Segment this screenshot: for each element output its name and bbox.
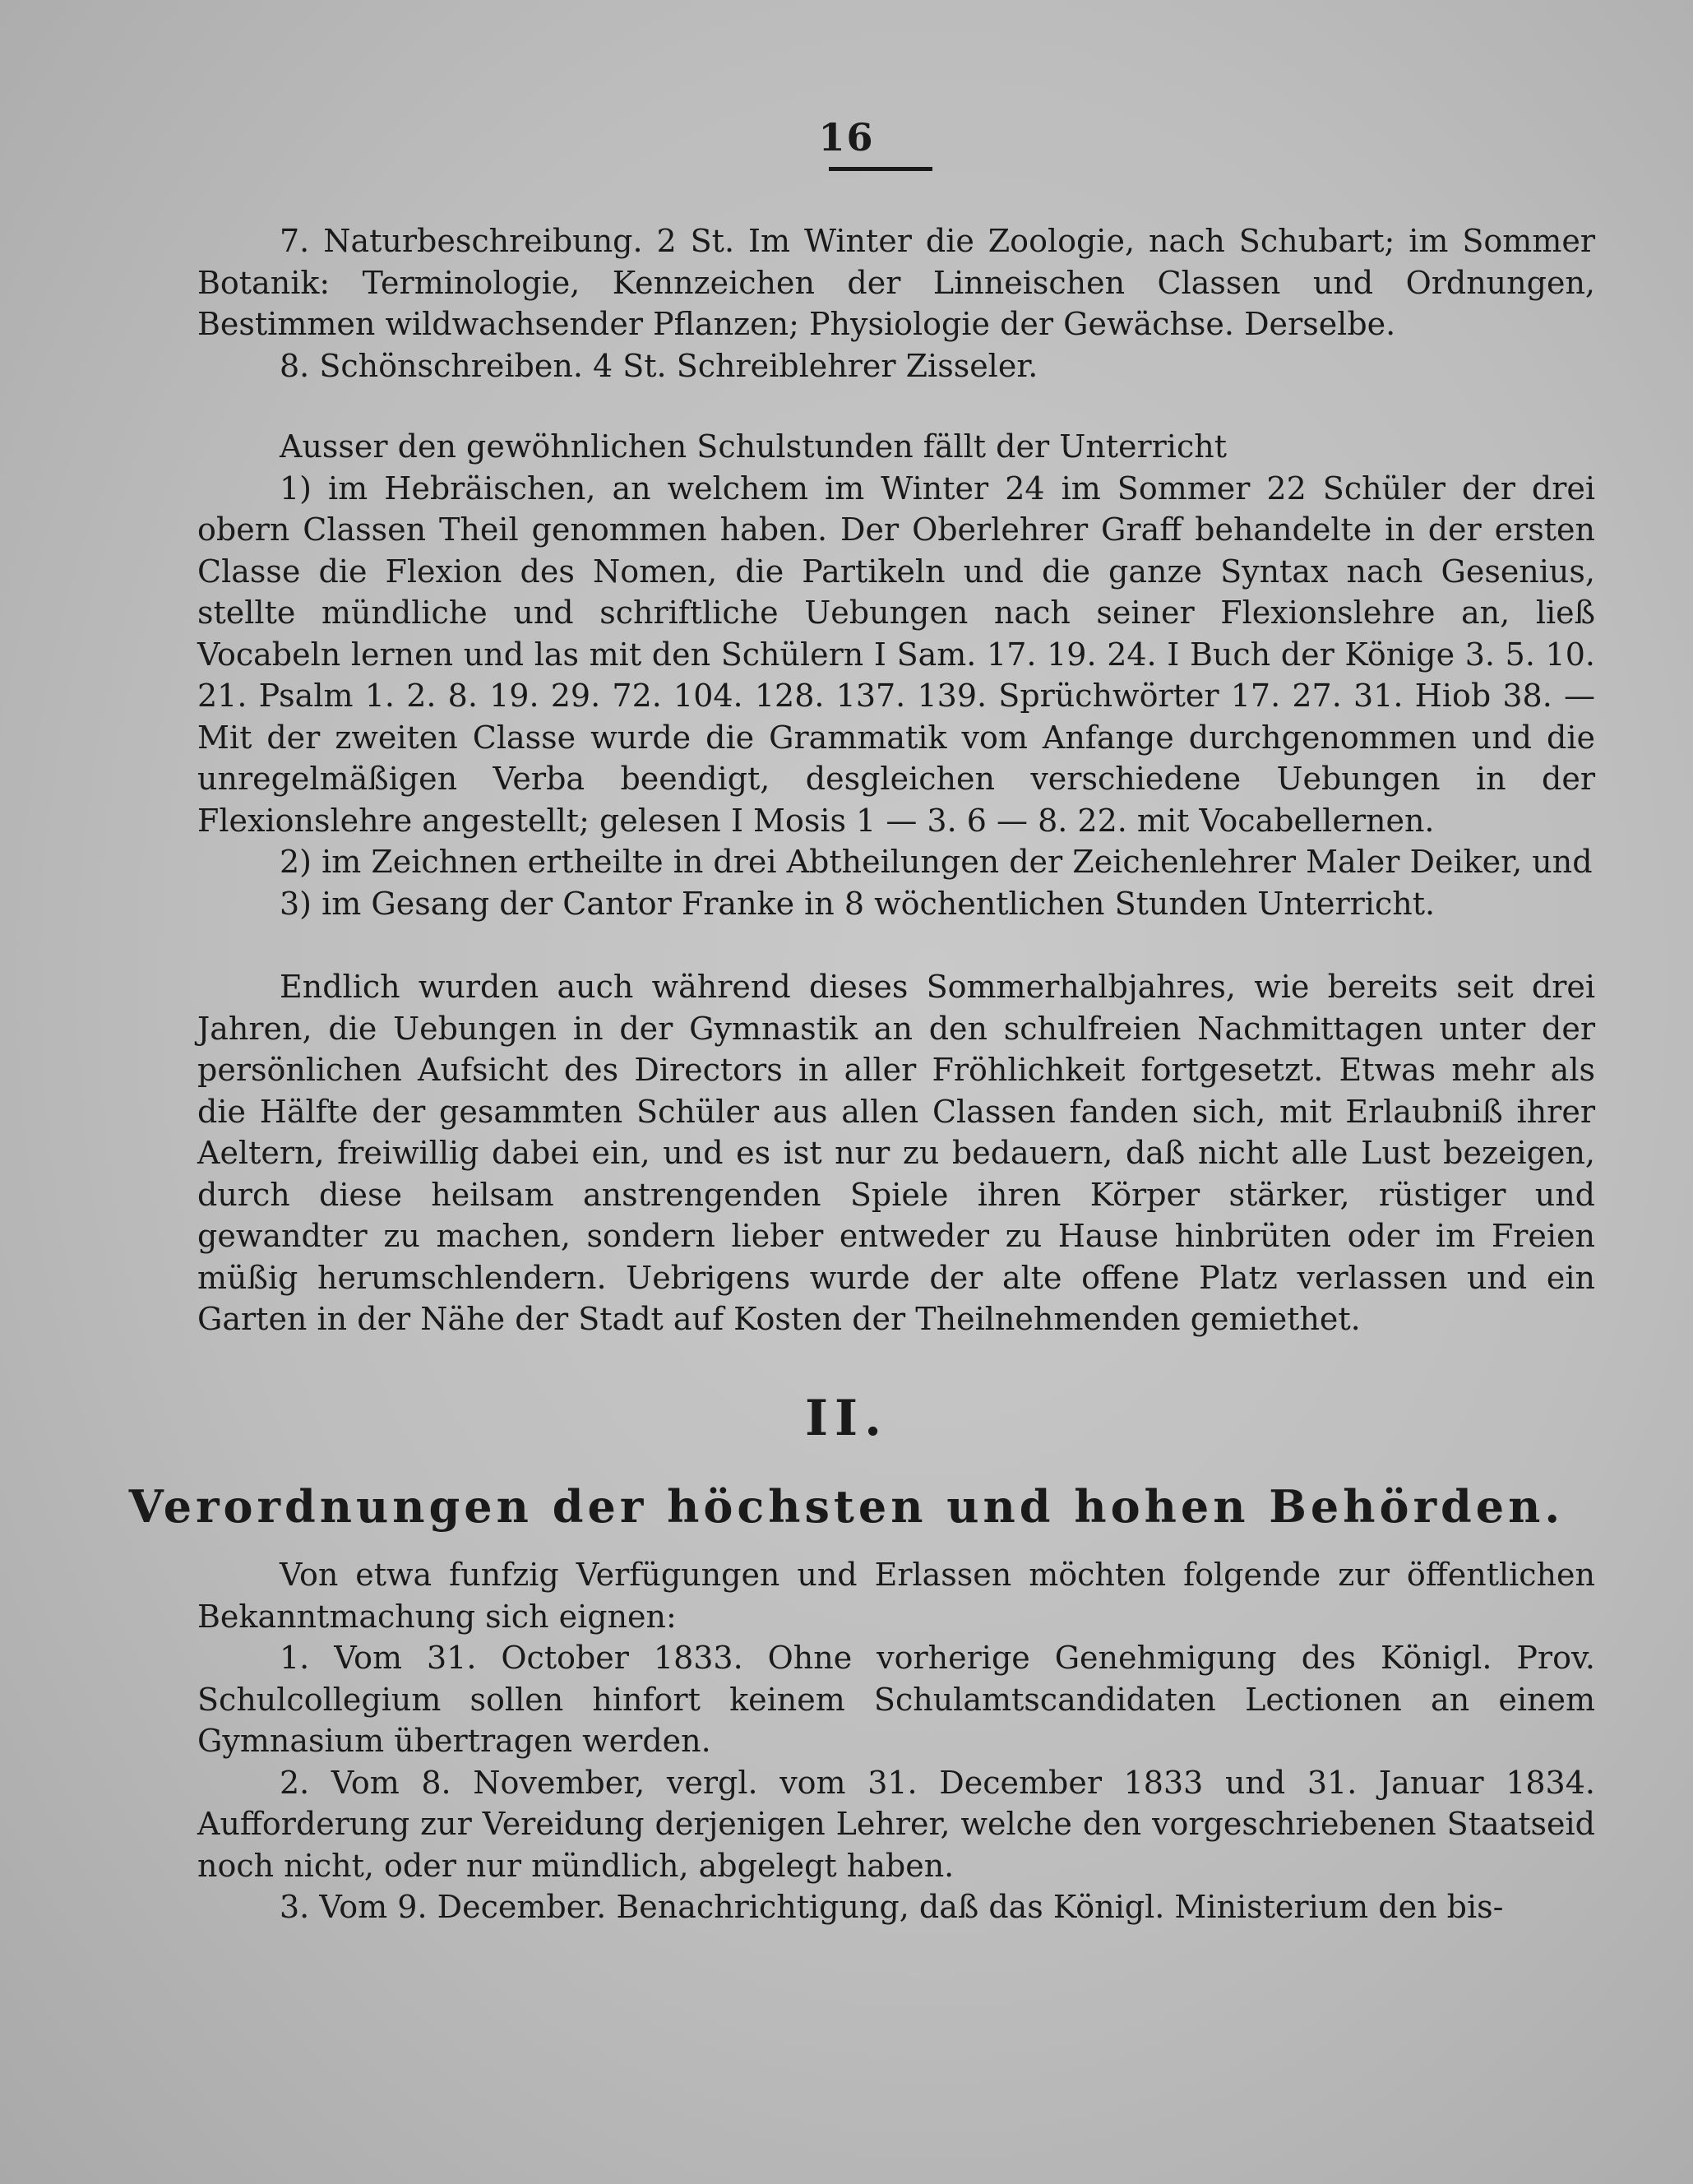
paragraph-hebrew: 1) im Hebräischen, an welchem im Winter 24 im Sommer 22 Schüler der drei obern Classen Theil genommen haben. Der Oberlehrer Graff behandelte in der ersten Classe die Flexion des Nomen, die Partikeln und die ganze Syntax nach Gesenius, stellte mündliche und schriftliche Uebungen nach seiner Flexionslehre an, ließ Vocabeln lernen und las mit den Schülern I Sam. 17. 19. 24. I Buch der Könige 3. 5. 10. 21. Psalm 1. 2. 8. 19. 29. 72. 104. 128. 137. 139. Sprüchwörter 17. 27. 31. Hiob 38. — Mit der zweiten Classe wurde die Grammatik vom Anfange durchgenommen und die unregelmäßigen Verba beendigt, desgleichen verschiedene Uebungen in der Flexionslehre angestellt; gelesen I Mosis 1 — 3. 6 — 8. 22. mit Vocabellernen. [197, 470, 1595, 839]
paragraph-drawing: 2) im Zeichnen ertheilte in drei Abtheilungen der Zeichenlehrer Maler Deiker, und [280, 844, 1593, 880]
page-number: 16 [818, 115, 875, 160]
paragraph-ordinance-3: 3. Vom 9. December. Benachrichtigung, daß das Königl. Ministerium den bis- [280, 1889, 1504, 1925]
paragraph-naturbeschreibung: 7. Naturbeschreibung. 2 St. Im Winter die Zoologie, nach Schubart; im Sommer Botanik: Terminologie, Kennzeichen der Linneischen Classen und Ordnungen, Bestimmen wildwachsender Pflanzen; Physiologie der Gewächse. Derselbe. [197, 223, 1595, 342]
paragraph-gymnastics: Endlich wurden auch während dieses Sommerhalbjahres, wie bereits seit drei Jahren, die Uebungen in der Gymnastik an den schulfreien Nachmittagen unter der persönlichen Aufsicht des Directors in aller Fröhlichkeit fortgesetzt. Etwas mehr als die Hälfte der gesammten Schüler aus allen Classen fanden sich, mit Erlaubniß ihrer Aeltern, freiwillig dabei ein, und es ist nur zu bedauern, daß nicht alle Lust bezeigen, durch diese heilsam anstrengenden Spiele ihren Körper stärker, rüstiger und gewandter zu machen, sondern lieber entweder zu Hause hinbrüten oder im Freien müßig herumschlendern. Uebrigens wurde der alte offene Platz verlassen und ein Garten in der Nähe der Stadt auf Kosten der Theilnehmenden gemiethet. [197, 969, 1595, 1337]
section-title: Verordnungen der höchsten und hohen Behörden. [128, 1480, 1565, 1533]
subject-list [197, 220, 1595, 386]
gymnastics-section [197, 966, 1595, 1340]
paragraph-ordinance-1: 1. Vom 31. October 1833. Ohne vorherige Genehmigung des Königl. Prov. Schulcollegium sollen hinfort keinem Schulamtscandidaten Lectionen an einem Gymnasium übertragen werden. [197, 1640, 1595, 1759]
ordinances-section [197, 1554, 1595, 1928]
paragraph-ordinances-intro: Von etwa funfzig Verfügungen und Erlassen möchten folgende zur öffentlichen Bekanntmachung sich eignen: [197, 1557, 1595, 1635]
paragraph-schoenschreiben: 8. Schönschreiben. 4 St. Schreiblehrer Zisseler. [280, 347, 1038, 384]
paragraph-ordinance-2: 2. Vom 8. November, vergl. vom 31. December 1833 und 31. Januar 1834. Aufforderung zur Vereidung derjenigen Lehrer, welche den vorgeschriebenen Staatseid noch nicht, oder nur mündlich, abgelegt haben. [197, 1764, 1595, 1884]
paragraph-singing: 3) im Gesang der Cantor Franke in 8 wöchentlichen Stunden Unterricht. [280, 885, 1436, 922]
page-number-rule [829, 167, 932, 171]
section-number: II. [804, 1390, 889, 1447]
extra-lessons-section [197, 426, 1595, 924]
paragraph-intro: Ausser den gewöhnlichen Schulstunden fällt der Unterricht [280, 428, 1227, 465]
